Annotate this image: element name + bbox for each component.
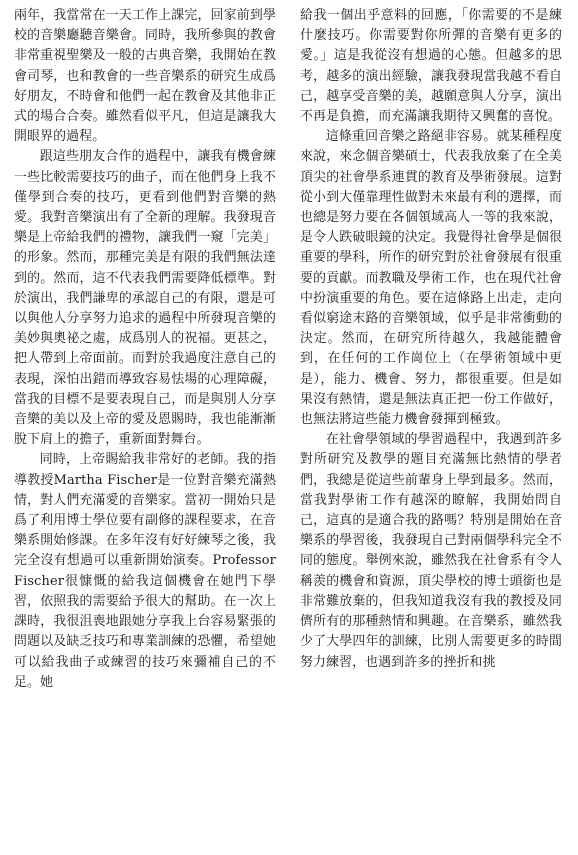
paragraph: 這條重回音樂之路絕非容易。就某種程度來說，來念個音樂碩士，代表我放棄了在全美頂尖的社會學系連貫的教育及學術發展。這對從小到大僅靠理性做對未來最有利的選擇，而也總是努力要在各個領域高人一等的我來說，是令人跌破眼鏡的決定。我覺得社會學是個很重要的學科，所作的研究對於社會發展有很重要的貢獻。而教職及學術工作，也在現代社會中扮演重要的角色。要在這條路上出走，走向看似窮途末路的音樂領域，似乎是非常衝動的決定。然而，在研究所待越久，我越能體會到，在任何的工作崗位上（在學術領域中更是），能力、機會、努力，都很重要。但是如果沒有熱情，還是無法真正把一份工作做好，也無法將這些能力機會發揮到極致。 — [300, 129, 562, 428]
left-text-column — [14, 6, 276, 693]
right-text-column — [300, 6, 562, 673]
paragraph-continued: 兩年，我當常在一天工作上課完，回家前到學校的音樂廳聽音樂會。同時，我所參與的教會非常重視聖樂及一般的古典音樂，我開始在教會司琴，也和教會的一些音樂系的研究生成爲好朋友，不時會和他們一起在教會及其他非正式的場合合奏。雖然看似平凡，但這是讓我大開眼界的過程。 — [14, 8, 276, 145]
paragraph: 跟這些朋友合作的過程中，讓我有機會練一些比較需要技巧的曲子，而在他們身上我不僅學到合奏的技巧，更看到他們對音樂的熱愛。我對音樂演出有了全新的理解。我發現音樂是上帝給我們的禮物，讓我們一窺「完美」的形象。然而，那種完美是有限的我們無法達到的。然而，這不代表我們需要降低標準。對於演出，我們謙卑的承認自己的有限，還是可以與他人分享努力追求的過程中所發現音樂的美妙與奧祕之處，成爲別人的祝福。更甚之，把人帶到上帝面前。而對於我過度注意自己的表現，深怕出錯而導致容易怯場的心理障礙，當我的目標不是要表現自己，而是與別人分享音樂的美以及上帝的愛及恩賜時，我也能漸漸脫下肩上的擔子，重新面對舞台。 — [14, 149, 276, 448]
paragraph: 在社會學領域的學習過程中，我遇到許多對所研究及教學的題目充滿無比熱情的學者們，我總是從這些前輩身上學到最多。然而，當我對學術工作有越深的瞭解，我開始問自己，這真的是適合我的路嗎？特別是開始在音樂系的學習後，我發現自己對兩個學科完全不同的態度。舉例來說，雖然我在社會系有令人稱羨的機會和資源，頂尖學校的博士頭銜也是非常難放棄的，但我知道我沒有我的教授及同儕所有的那種熱情和興趣。在音樂系，雖然我少了大學四年的訓練，比別人需要更多的時間努力練習，也遇到許多的挫折和挑 — [300, 432, 562, 670]
paragraph: 同時，上帝賜給我非常好的老師。我的指導教授Martha Fischer是一位對音樂充滿熱情，對人們充滿愛的音樂家。當初一開始只是爲了利用博士學位要有副修的課程要求，在音樂系開始修課。在多年沒有好好練琴之後，我完全沒有想過可以重新開始演奏。Professor Fischer很慷慨的給我這個機會在她門下學習，依照我的需要給予很大的幫助。在一次上課時，我很沮喪地跟她分享我上台容易緊張的問題以及缺乏技巧和專業訓練的恐懼，希望她可以給我曲子或練習的技巧來彌補自己的不足。她 — [14, 452, 276, 690]
paragraph-continued: 給我一個出乎意料的回應，「你需要的不是練什麼技巧。你需要對你所彈的音樂有更多的愛。」這是我從沒有想過的心態。但越多的思考，越多的演出經驗，讓我發現當我越不看自己，越享受音樂的美，越願意與人分享，演出不再是負擔，而充滿讓我期待又興奮的喜悅。 — [300, 8, 562, 125]
